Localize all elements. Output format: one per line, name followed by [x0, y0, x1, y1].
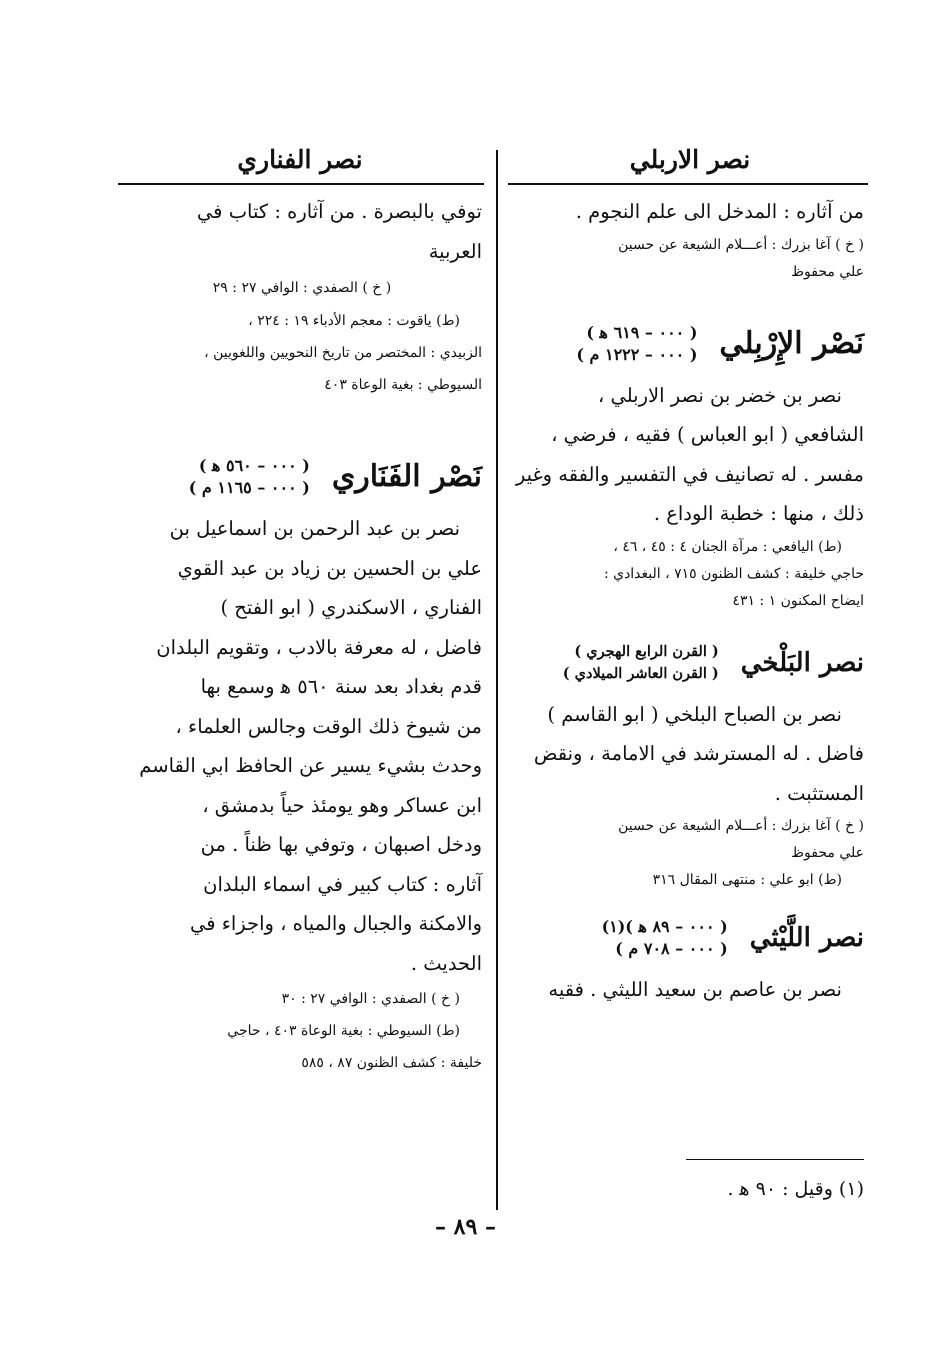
left-column-header: نصر الفناري [237, 145, 363, 174]
body-line: نصر بن الصباح البلخي ( ابو القاسم ) [547, 702, 842, 726]
reference-line: (ط) اليافعي : مرآة الجنان ٤ : ٤٥ ، ٤٦ ، [613, 538, 842, 555]
reference-line: السيوطي : بغية الوعاة ٤٠٣ [324, 377, 482, 393]
entry-name: نَصْر الفَنَاري [331, 459, 482, 494]
hijri-date: ( ٠٠٠ – ٦١٩ ﻫ ) [586, 322, 698, 342]
body-line: المستثبت . [774, 781, 864, 805]
body-line: الفناري ، الاسكندري ( ابو الفتح ) [220, 596, 482, 619]
body-line: مفسر . له تصانيف في التفسير والفقه وغير [515, 462, 864, 486]
body-line: الحديث . [410, 951, 482, 975]
body-line: ودخل اصبهان ، وتوفي بها ظناً . من [200, 833, 482, 856]
entry-name: نصر اللَّيْثي [749, 923, 864, 953]
entry-name: نصر البَلْخي [740, 647, 864, 678]
footnote-separator [686, 1159, 864, 1160]
reference-line: علي محفوظ [791, 263, 864, 280]
entry-dates [576, 322, 697, 366]
continuation-text: توفي بالبصرة . من آثاره : كتاب في [196, 200, 482, 223]
reference-line: ( خ ) آغا بزرك : أعـــلام الشيعة عن حسين [618, 818, 864, 834]
body-line: نصر بن خضر بن نصر الاربلي ، [597, 383, 842, 407]
body-line: آثاره : كتاب كبير في اسماء البلدان [203, 872, 482, 896]
continuation-text: العربية [428, 239, 482, 263]
reference-line: حاجي خليفة : كشف الظنون ٧١٥ ، البغدادي : [603, 565, 864, 582]
entry-dates [602, 916, 728, 960]
column-divider [496, 150, 498, 1210]
left-column [122, 192, 482, 1079]
body-line: وحدث بشيء يسير عن الحافظ ابي القاسم [139, 754, 482, 777]
right-column [512, 192, 864, 1010]
body-line: فاضل ، له معرفة بالادب ، وتقويم البلدان [156, 635, 482, 659]
reference-line: (ط) السيوطي : بغية الوعاة ٤٠٣ ، حاجي [227, 1023, 460, 1039]
body-line: الشافعي ( ابو العباس ) فقيه ، فرضي ، [551, 423, 864, 446]
body-line: نصر بن عاصم بن سعيد الليثي . فقيه [548, 978, 842, 1001]
reference-line: (ط) ياقوت : معجم الأدباء ١٩ : ٢٢٤ ، [248, 313, 460, 329]
reference-line: خليفة : كشف الظنون ٨٧ ، ٥٨٥ [301, 1055, 482, 1071]
hijri-date: ( ٠٠٠ – ٨٩ ﻫ )(١) [601, 917, 728, 936]
body-line: علي بن الحسين بن زياد بن عبد القوي [177, 556, 482, 580]
body-line: ذلك ، منها : خطبة الوداع . [653, 502, 864, 525]
body-line: قدم بغداد بعد سنة ٥٦٠ ﻫ وسمع بها [200, 675, 482, 698]
entry-heading-irbili [512, 322, 864, 366]
reference-line: ( خ ) الصفدي : الوافي ٢٧ : ٢٩ [212, 280, 392, 296]
body-line: ابن عساكر وهو يومئذ حياً بدمشق ، [202, 793, 482, 817]
hijri-date: ( القرن الرابع الهجري ) [574, 642, 719, 660]
body-line: من شيوخ ذلك الوقت وجالس العلماء ، [175, 714, 482, 738]
gregorian-date: ( ٠٠٠ – ٧٠٨ م ) [615, 939, 728, 958]
reference-line: الزبيدي : المختصر من تاريخ النحويين واللغويين ، [204, 345, 482, 361]
reference-line: ( خ ) آغا بزرك : أعـــلام الشيعة عن حسين [618, 236, 864, 253]
header-rule-left [118, 183, 484, 185]
entry-heading-laythi [512, 916, 864, 960]
reference-line: علي محفوظ [791, 845, 864, 861]
header-rule-right [508, 183, 868, 185]
reference-line: ايضاح المكنون ١ : ٤٣١ [732, 592, 864, 609]
reference-line: ( خ ) الصفدي : الوافي ٢٧ : ٣٠ [281, 991, 460, 1007]
reference-line: (ط) ابو علي : منتهى المقال ٣١٦ [652, 872, 842, 888]
entry-heading-fanari [122, 455, 482, 499]
right-column-header: نصر الاربلي [629, 145, 751, 174]
entry-heading-balkhi [512, 641, 864, 685]
entry-dates [563, 641, 719, 685]
page-number: – ٨٩ – [435, 1214, 496, 1240]
body-line: فاضل . له المسترشد في الامامة ، ونقض [533, 742, 864, 765]
hijri-date: ( ٠٠٠ – ٥٦٠ ﻫ ) [198, 456, 310, 475]
body-line: نصر بن عبد الرحمن بن اسماعيل بن [169, 517, 460, 540]
continuation-text: من آثاره : المدخل الى علم النجوم . [575, 200, 864, 223]
body-line: والامكنة والجبال والمياه ، واجزاء في [189, 912, 482, 935]
gregorian-date: ( القرن العاشر الميلادي ) [562, 664, 719, 682]
gregorian-date: ( ٠٠٠ – ١١٦٥ م ) [188, 478, 310, 497]
entry-dates [189, 455, 310, 499]
entry-name: نَصْر الإِرْبِلي [719, 325, 864, 361]
gregorian-date: ( ٠٠٠ – ١٢٢٢ م ) [576, 344, 698, 364]
footnote: (١) وقيل : ٩٠ ﻫ . [727, 1178, 864, 1200]
